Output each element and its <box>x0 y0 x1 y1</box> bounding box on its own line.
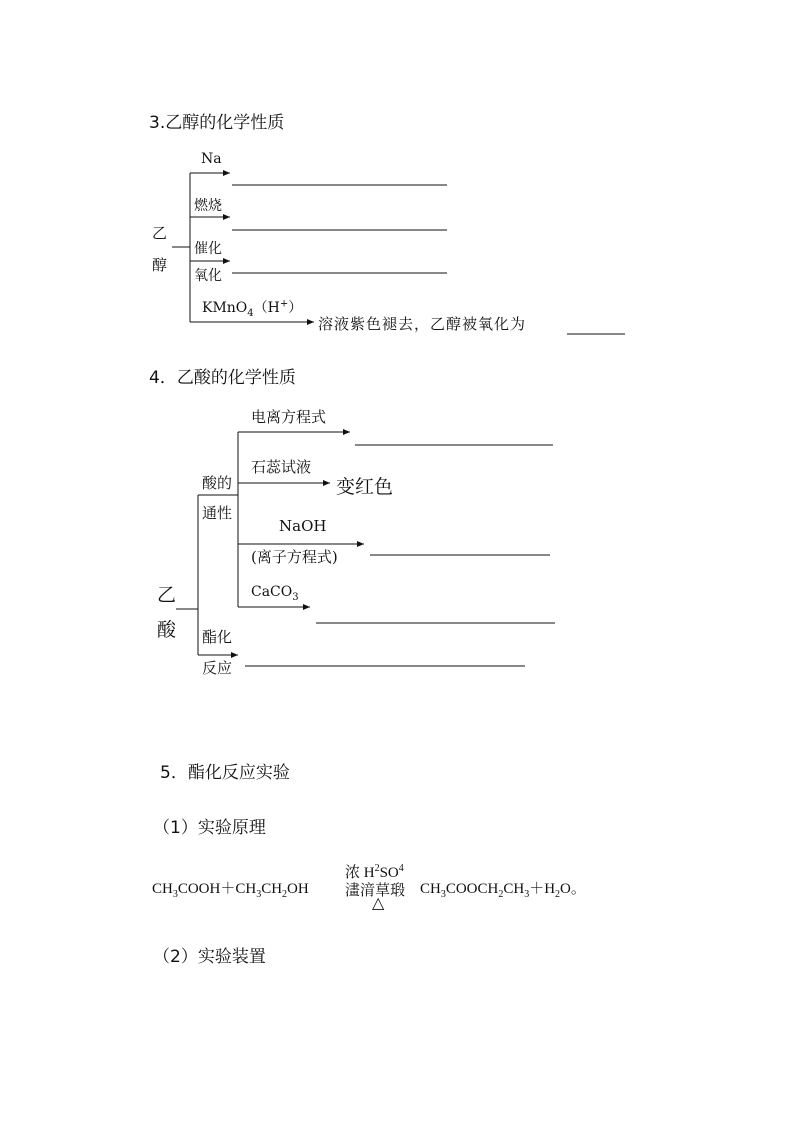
acid-label-top: 酸的 <box>202 474 233 492</box>
caco3-main: CaCO <box>251 584 293 600</box>
equation-lhs <box>152 877 309 900</box>
kmno4-superscript: + <box>279 298 289 310</box>
cat-label-bottom: 氧化 <box>194 268 222 284</box>
burn-label: 燃烧 <box>194 198 222 214</box>
section-3-title: 3.乙醇的化学性质 <box>149 113 285 133</box>
na-label: Na <box>201 151 222 167</box>
eq-rhs-part: O。 <box>560 881 586 897</box>
acetic-label-bottom: 酸 <box>157 619 177 641</box>
litmus-label: 石蕊试液 <box>251 458 312 476</box>
kmno4-arrowhead <box>307 319 314 325</box>
eq-rhs-part: CH <box>420 881 441 897</box>
kmno4-subscript: 4 <box>247 307 254 319</box>
heat-delta-symbol: △ <box>372 895 385 912</box>
eq-rhs-sub: 3 <box>524 889 530 900</box>
cat-arrowhead <box>223 258 230 264</box>
eq-rhs-part: ＋H <box>529 881 556 897</box>
ester-arrowhead <box>231 652 238 658</box>
caco3-subscript: 3 <box>292 591 299 603</box>
eq-rhs-part: COOCH <box>445 881 499 897</box>
kmno4-result-text: 溶液紫色褪去，乙醇被氧化为 <box>318 315 527 333</box>
kmno4-label <box>202 297 302 319</box>
naoh-arrowhead <box>357 541 364 547</box>
eq-rhs-sub: 2 <box>555 889 561 900</box>
caco3-arrowhead <box>303 604 310 610</box>
ethanol-label-top: 乙 <box>152 224 168 242</box>
cat-label-top: 催化 <box>194 241 222 257</box>
acid-label-bottom: 通性 <box>202 504 233 522</box>
eq-rhs-sub: 3 <box>440 889 446 900</box>
kmno4-paren-open: （H <box>253 300 280 316</box>
ester-label-top: 酯化 <box>202 628 233 646</box>
eq-over-sup: 2 <box>374 863 380 874</box>
naoh-label: NaOH <box>279 517 327 535</box>
eq-over-text: SO <box>379 865 399 881</box>
eq-lhs-part: OH <box>287 881 309 897</box>
equation-condition-under: 澅湇䓍瑖 <box>345 883 406 899</box>
eq-rhs-sub: 2 <box>498 889 504 900</box>
kmno4-paren-close: ） <box>288 300 303 316</box>
naoh-paren-label: (离子方程式) <box>251 548 338 566</box>
kmno4-main: KMnO <box>202 300 248 316</box>
litmus-arrowhead <box>323 480 330 486</box>
section-4-title: 4．乙酸的化学性质 <box>149 368 296 388</box>
eq-lhs-part: COOH＋CH <box>177 881 257 897</box>
eq-over-sup: 4 <box>398 863 404 874</box>
eq-lhs-part: CH <box>152 881 173 897</box>
subsection-principle: （1）实验原理 <box>153 818 266 838</box>
ester-label-bottom: 反应 <box>202 659 233 677</box>
na-arrowhead <box>223 170 230 176</box>
caco3-label <box>251 584 299 603</box>
ion-arrowhead <box>343 429 350 435</box>
litmus-result: 变红色 <box>336 476 394 498</box>
acetic-label-top: 乙 <box>157 584 177 606</box>
subsection-apparatus: （2）实验装置 <box>153 947 266 967</box>
ion-label: 电离方程式 <box>251 408 327 426</box>
eq-lhs-part: CH <box>261 881 283 897</box>
eq-over-text: 浓 H <box>345 865 375 881</box>
eq-rhs-part: CH <box>503 881 525 897</box>
burn-arrowhead <box>223 214 230 220</box>
eq-lhs-sub: 3 <box>256 889 262 900</box>
eq-lhs-sub: 2 <box>282 889 288 900</box>
section-5-title: 5．酯化反应实验 <box>160 763 290 783</box>
eq-lhs-sub: 3 <box>172 889 178 900</box>
ethanol-label-bottom: 醇 <box>152 256 168 274</box>
equation-rhs <box>420 877 586 900</box>
